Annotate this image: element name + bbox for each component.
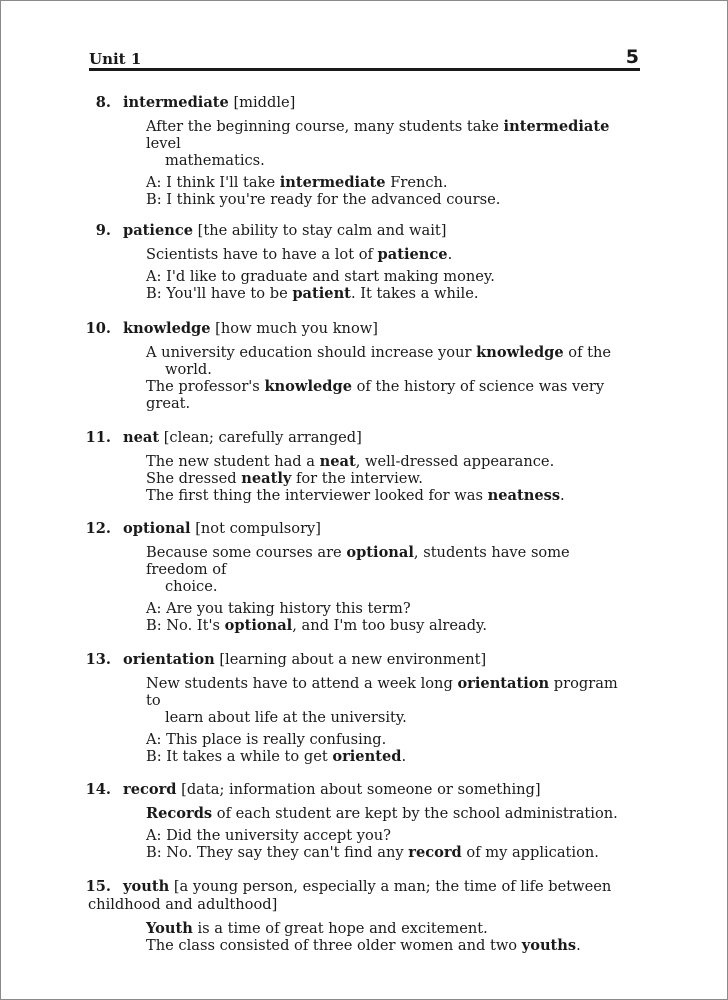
entry-word: knowledge — [123, 320, 211, 337]
example-line — [146, 453, 632, 470]
example-line — [146, 544, 632, 578]
example-line — [146, 805, 632, 822]
vocab-highlight: Records — [146, 805, 213, 822]
entry-word: orientation — [123, 651, 215, 668]
vocab-entry — [0, 429, 728, 504]
sentence-text: A: I think I'll take — [146, 174, 280, 191]
sentence-text: French. — [385, 174, 448, 191]
dialogue-line — [146, 268, 632, 285]
entry-heading — [0, 222, 728, 240]
example-dialogue — [146, 268, 632, 302]
sentence-text: A university education should increase your — [146, 344, 477, 361]
vocab-highlight: knowledge — [264, 378, 352, 395]
entry-number: 10. — [85, 320, 111, 337]
sentence-text: The first thing the interviewer looked for was — [146, 487, 488, 504]
sentence-text: of each student are kept by the school administration. — [212, 805, 618, 822]
sentence-text: B: You'll have to be — [146, 285, 293, 302]
vocab-highlight: neat — [319, 453, 356, 470]
entry-body — [0, 920, 728, 954]
sentence-text: B: No. It's — [146, 617, 225, 634]
entry-number: 13. — [85, 651, 111, 668]
entry-definition: [data; information about someone or something] — [176, 781, 541, 798]
entry-number: 15. — [85, 878, 111, 895]
vocab-highlight: Youth — [146, 920, 193, 937]
sentence-text: choice. — [165, 578, 218, 595]
dialogue-line — [146, 731, 632, 748]
sentence-text: B: It takes a while to get — [146, 748, 333, 765]
entry-heading — [0, 320, 728, 338]
vocab-highlight: neatness — [487, 487, 561, 504]
example-line — [146, 675, 632, 709]
vocab-highlight: record — [408, 844, 462, 861]
vocab-highlight: knowledge — [476, 344, 564, 361]
sentence-text: The professor's — [146, 378, 265, 395]
example-line — [146, 118, 632, 152]
sentence-text: Scientists have to have a lot of — [146, 246, 378, 263]
example-line — [146, 344, 632, 361]
example-line — [146, 578, 632, 595]
vocab-entry — [0, 222, 728, 302]
sentence-text: , students have some freedom of — [146, 544, 570, 578]
entry-definition-cont: childhood and adulthood] — [88, 896, 278, 913]
example-line — [146, 361, 632, 378]
sentence-text: She dressed — [146, 470, 242, 487]
sentence-text: of my application. — [461, 844, 599, 861]
entry-word: optional — [123, 520, 191, 537]
dialogue-line — [146, 600, 632, 617]
example-sentences — [146, 805, 632, 822]
vocab-entry — [0, 781, 728, 861]
entry-definition: [a young person, especially a man; the time of life between — [169, 878, 612, 895]
example-dialogue — [146, 731, 632, 765]
entry-heading — [0, 520, 728, 538]
sentence-text: New students have to attend a week long — [146, 675, 458, 692]
sentence-text: A: This place is really confusing. — [146, 731, 387, 748]
sentence-text: A: Are you taking history this term? — [146, 600, 411, 617]
sentence-text: world. — [165, 361, 212, 378]
example-line — [146, 470, 632, 487]
example-sentences — [146, 246, 632, 263]
example-dialogue — [146, 827, 632, 861]
vocab-entry — [0, 320, 728, 412]
vocab-highlight: oriented — [332, 748, 402, 765]
vocab-entry — [0, 651, 728, 765]
example-line — [146, 246, 632, 263]
sentence-text: . — [401, 748, 407, 765]
sentence-text: , and I'm too busy already. — [292, 617, 487, 634]
entry-definition: [how much you know] — [210, 320, 378, 337]
example-sentences — [146, 118, 632, 169]
vocab-highlight: intermediate — [503, 118, 610, 135]
sentence-text: . — [560, 487, 565, 504]
vocab-highlight: patient — [292, 285, 351, 302]
vocabulary-list — [0, 94, 728, 954]
sentence-text: Because some courses are — [146, 544, 347, 561]
entry-number: 11. — [85, 429, 111, 446]
example-dialogue — [146, 174, 632, 208]
entry-number: 14. — [85, 781, 111, 798]
vocab-highlight: youths — [521, 937, 577, 954]
vocab-entry — [0, 94, 728, 208]
entry-number: 12. — [85, 520, 111, 537]
entry-body — [0, 544, 728, 634]
sentence-text: for the interview. — [291, 470, 423, 487]
entry-definition: [clean; carefully arranged] — [159, 429, 362, 446]
sentence-text: B: No. They say they can't find any — [146, 844, 409, 861]
sentence-text: level — [146, 135, 181, 152]
example-line — [146, 920, 632, 937]
entry-heading — [0, 651, 728, 669]
vocab-highlight: optional — [346, 544, 414, 561]
entry-word: patience — [123, 222, 194, 239]
vocab-highlight: optional — [224, 617, 293, 634]
example-line — [146, 709, 632, 726]
dialogue-line — [146, 174, 632, 191]
example-sentences — [146, 920, 632, 954]
entry-word: record — [123, 781, 177, 798]
sentence-text: of the history of science was very great. — [146, 378, 605, 412]
entry-heading — [0, 781, 728, 799]
example-sentences — [146, 544, 632, 595]
example-line — [146, 378, 632, 412]
example-sentences — [146, 344, 632, 412]
entry-number: 8. — [95, 94, 111, 111]
sentence-text: . — [576, 937, 581, 954]
sentence-text: . — [447, 246, 453, 263]
sentence-text: is a time of great hope and excitement. — [192, 920, 488, 937]
sentence-text: The new student had a — [146, 453, 320, 470]
sentence-text: mathematics. — [165, 152, 265, 169]
entry-definition: [not compulsory] — [190, 520, 321, 537]
vocab-highlight: neatly — [241, 470, 292, 487]
example-line — [146, 152, 632, 169]
example-sentences — [146, 453, 632, 504]
vocab-entry — [0, 520, 728, 634]
sentence-text: learn about life at the university. — [165, 709, 407, 726]
entry-word: youth — [123, 878, 170, 895]
entry-body — [0, 246, 728, 302]
example-line — [146, 487, 632, 504]
entry-word: neat — [123, 429, 160, 446]
sentence-text: A: I'd like to graduate and start making money. — [146, 268, 495, 285]
entry-body — [0, 118, 728, 208]
entry-definition: [the ability to stay calm and wait] — [193, 222, 447, 239]
entry-heading — [0, 94, 728, 112]
entry-body — [0, 805, 728, 861]
sentence-text: B: I think you're ready for the advanced course. — [146, 191, 501, 208]
page-number: 5 — [625, 46, 639, 68]
entry-definition: [middle] — [228, 94, 296, 111]
page-header — [89, 46, 639, 70]
dialogue-line — [146, 844, 632, 861]
entry-heading — [0, 429, 728, 447]
sentence-text: . It takes a while. — [350, 285, 479, 302]
entry-heading — [0, 878, 728, 896]
example-dialogue — [146, 600, 632, 634]
sentence-text: program to — [146, 675, 618, 709]
sentence-text: of the — [563, 344, 612, 361]
example-line — [146, 937, 632, 954]
header-rule — [89, 68, 640, 71]
sentence-text: , well-dressed appearance. — [355, 453, 555, 470]
entry-word: intermediate — [123, 94, 229, 111]
dialogue-line — [146, 748, 632, 765]
vocab-highlight: orientation — [457, 675, 550, 692]
sentence-text: A: Did the university accept you? — [146, 827, 391, 844]
unit-label: Unit 1 — [89, 50, 142, 68]
vocab-highlight: patience — [377, 246, 448, 263]
dialogue-line — [146, 191, 632, 208]
dialogue-line — [146, 617, 632, 634]
entry-definition: [learning about a new environment] — [214, 651, 487, 668]
example-sentences — [146, 675, 632, 726]
vocab-entry — [0, 878, 728, 954]
entry-body — [0, 344, 728, 412]
entry-body — [0, 453, 728, 504]
entry-body — [0, 675, 728, 765]
sentence-text: The class consisted of three older women and two — [146, 937, 522, 954]
dialogue-line — [146, 285, 632, 302]
entry-number: 9. — [95, 222, 111, 239]
dialogue-line — [146, 827, 632, 844]
vocab-highlight: intermediate — [279, 174, 386, 191]
sentence-text: After the beginning course, many students take — [146, 118, 504, 135]
